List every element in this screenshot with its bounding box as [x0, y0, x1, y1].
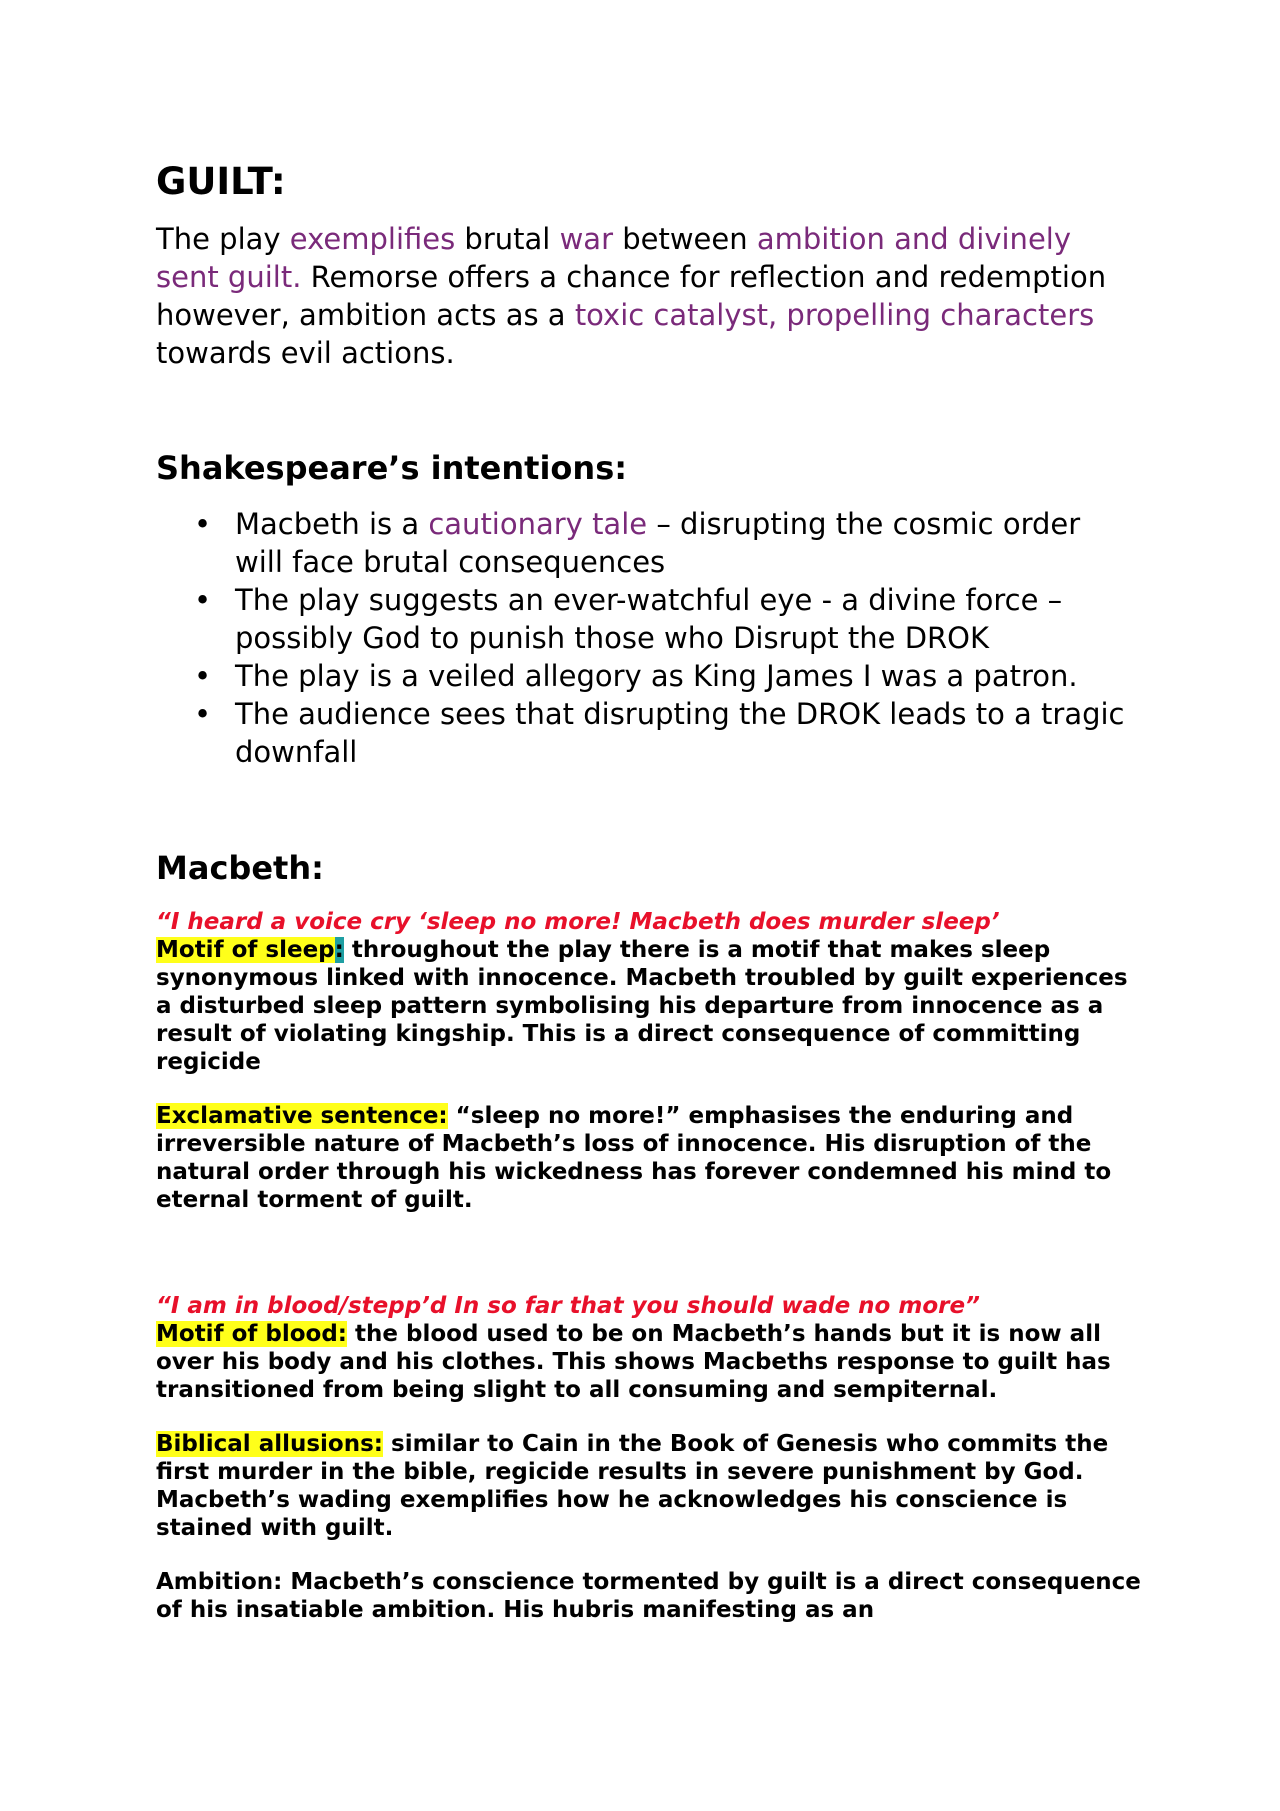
- motif-sleep-colon: :: [334, 937, 344, 963]
- biblical-label: Biblical allusions:: [156, 1431, 383, 1457]
- biblical-paragraph: [156, 1430, 1146, 1542]
- biblical-text: similar to Cain in the Book of Genesis who commits the first murder in the bible, regicide results in severe punishment by God. Macbeth’s wading exemplifies how he acknowledges his conscience is stained with guilt.: [156, 1431, 1109, 1541]
- intro-accent-segment: exemplifies: [289, 222, 456, 256]
- bullet-text: The audience sees that disrupting the DROK leads to a tragic downfall: [235, 697, 1125, 769]
- bullet-text: Macbeth is a: [235, 507, 429, 541]
- ambition-paragraph: Ambition: Macbeth’s conscience tormented by guilt is a direct consequence of his insatiable ambition. His hubris manifesting as an: [156, 1569, 1141, 1623]
- bullet-item: [156, 657, 1136, 695]
- intro-accent-segment: war: [559, 222, 613, 256]
- exclamative-label: Exclamative sentence:: [156, 1103, 448, 1129]
- bullet-dot-icon: •: [194, 659, 212, 693]
- bullet-accent-text: cautionary tale: [428, 507, 648, 541]
- exclamative-paragraph: [156, 1102, 1146, 1214]
- intro-accent-segment: toxic catalyst, propelling characters: [574, 298, 1095, 332]
- intro-accent-segment: ambition and divinely sent guilt.: [156, 222, 1072, 294]
- intro-segment: towards evil actions.: [156, 336, 455, 370]
- bullet-dot-icon: •: [194, 697, 212, 731]
- bullet-dot-icon: •: [194, 507, 212, 541]
- motif-sleep-label: Motif of sleep: [156, 937, 335, 963]
- macbeth-heading: Macbeth:: [156, 849, 324, 887]
- bullet-text: The play suggests an ever-watchful eye - a divine force – possibly God to punish those who Disrupt the DROK: [235, 583, 1063, 655]
- exclamative-text: “sleep no more!” emphasises the enduring and irreversible nature of Macbeth’s loss of innocence. His disruption of the natural order through his wickedness has forever condemned his mind to eternal torment of guilt.: [156, 1103, 1112, 1213]
- bullet-dot-icon: •: [194, 583, 212, 617]
- quote-blood: “I am in blood/stepp’d In so far that you should wade no more”: [156, 1293, 980, 1319]
- bullet-text: – disrupting the cosmic order will face brutal consequences: [235, 507, 1081, 579]
- guilt-heading: GUILT:: [156, 160, 286, 203]
- motif-sleep-paragraph: [156, 936, 1146, 1076]
- quote-sleep: “I heard a voice cry ‘sleep no more! Macbeth does murder sleep’: [156, 909, 1000, 935]
- motif-blood-label: Motif of blood:: [156, 1321, 348, 1347]
- intro-segment: The play: [156, 222, 290, 256]
- motif-blood-text: the blood used to be on Macbeth’s hands but it is now all over his body and his clothes. This shows Macbeths response to guilt has transitioned from being slight to all consuming and sempiternal.: [156, 1321, 1111, 1403]
- bullet-item: [156, 695, 1136, 771]
- intro-segment: brutal: [455, 222, 560, 256]
- bullet-text: The play is a veiled allegory as King James I was a patron.: [235, 659, 1078, 693]
- macbeth-notes: [156, 908, 1146, 1624]
- intentions-heading: Shakespeare’s intentions:: [156, 449, 628, 487]
- motif-sleep-text: throughout the play there is a motif that makes sleep synonymous linked with innocence. Macbeth troubled by guilt experiences a disturbed sleep pattern symbolising his departure from innocence as a result of violating kingship. This is a direct consequence of committing regicide: [156, 937, 1128, 1075]
- guilt-intro-paragraph: [156, 220, 1136, 372]
- motif-blood-paragraph: [156, 1320, 1146, 1404]
- intro-segment: Remorse offers a chance for reflection and redemption however, ambition acts as a: [156, 260, 1107, 332]
- intentions-bullet-list: [156, 505, 1136, 771]
- intro-segment: between: [613, 222, 757, 256]
- bullet-item: [156, 581, 1136, 657]
- bullet-item: [156, 505, 1136, 581]
